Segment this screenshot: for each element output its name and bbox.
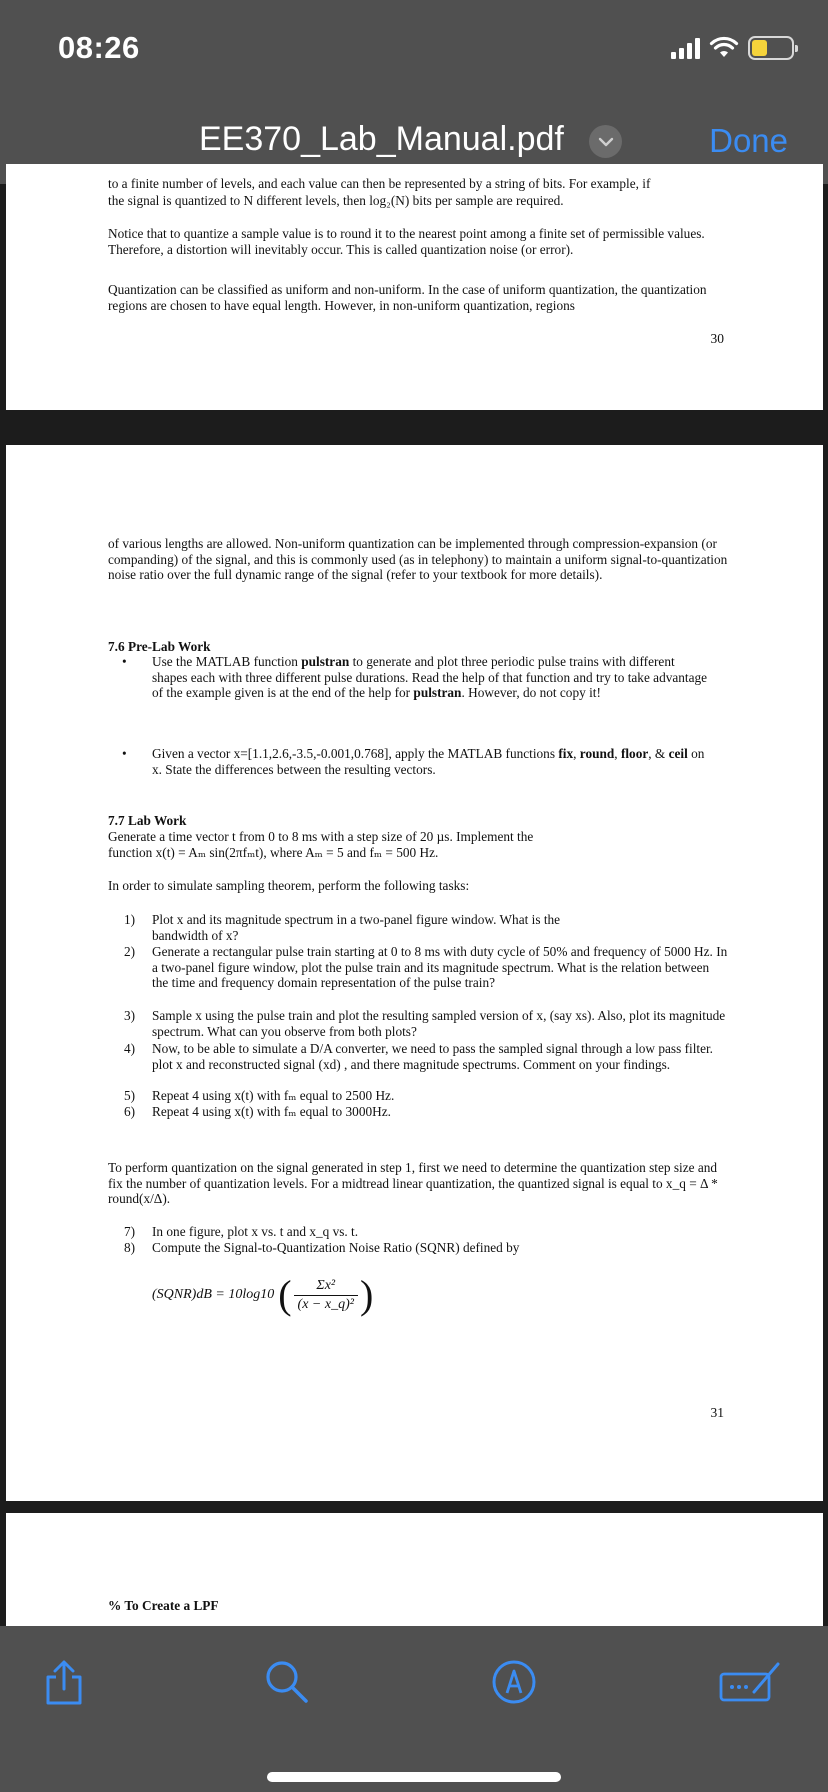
done-button[interactable]: Done <box>709 122 788 159</box>
page30-paragraph-2: Notice that to quantize a sample value is to round it to the nearest point among a finite set of permissible values. Therefore, a distortion will inevitably occur. This is called quantization noise (or error). <box>108 226 705 257</box>
status-icons <box>671 36 794 60</box>
search-icon <box>264 1659 310 1705</box>
prelab-bullet-2: Given a vector x=[1.1,2.6,-3.5,-0.001,0.768], apply the MATLAB functions fix, round, floor, & ceil on x. State the differences between the resulting vectors. <box>152 746 705 777</box>
task-text: Generate a rectangular pulse train starting at 0 to 8 ms with duty cycle of 50% and frequency of 5000 Hz. In a two-panel figure window, plot the pulse train and its magnitude spectrum. What is the relation between the time and frequency domain representation of the pulse train? <box>152 944 728 990</box>
task-number: 3) <box>124 1008 136 1023</box>
cellular-signal-icon <box>671 37 700 59</box>
task-text: Repeat 4 using x(t) with fₘ equal to 3000Hz. <box>152 1104 391 1119</box>
annotate-button[interactable] <box>718 1659 782 1710</box>
intro-paragraph: of various lengths are allowed. Non-uniform quantization can be implemented through compression-expansion (or companding) of the signal, and this is commonly used (as in telephony) to maintain a uniform signal-to-quantization noise ratio over the full dynamic range of the signal (refer to your textbook for more details). <box>108 536 728 582</box>
lab-line-2: function x(t) = Aₘ sin(2πfₘt), where Aₘ = 5 and fₘ = 500 Hz. <box>108 845 439 860</box>
task-number: 8) <box>124 1240 136 1255</box>
sqnr-fraction <box>294 1278 358 1312</box>
document-title[interactable]: EE370_Lab_Manual.pdf <box>199 120 564 158</box>
sqnr-lhs: (SQNR)dB = 10log10 <box>152 1287 275 1303</box>
task-text: Now, to be able to simulate a D/A converter, we need to pass the sampled signal through a low pass filter. plot x and reconstructed signal (xd) , and there magnitude spectrums. Comment on your findings. <box>152 1041 714 1072</box>
sqnr-equation: (SQNR)dB = 10log10 ( $\frac{\text{Σx²}}{\text{(x − x\_q)²}}$ ) <box>152 1272 374 1317</box>
bullet-2: • <box>122 746 127 761</box>
page30-paragraph-3: Quantization can be classified as uniform and non-uniform. In the case of uniform quantization, the quantization regions are chosen to have equal length. However, in non-uniform quantization, regions <box>108 282 707 313</box>
bullet-1: • <box>122 654 127 669</box>
annotate-icon <box>718 1659 782 1705</box>
prelab-heading: 7.6 Pre-Lab Work <box>108 639 211 654</box>
page30-line1: the signal is quantized to N different levels, then log₂(N) bits per sample are required. <box>108 193 564 208</box>
lab-line-3: In order to simulate sampling theorem, perform the following tasks: <box>108 878 470 893</box>
task-number: 5) <box>124 1088 136 1103</box>
task-number: 7) <box>124 1224 136 1239</box>
task-number: 2) <box>124 944 136 959</box>
wifi-icon <box>710 37 738 59</box>
task-text: Repeat 4 using x(t) with fₘ equal to 2500 Hz. <box>152 1088 395 1103</box>
bottom-toolbar <box>0 1626 828 1792</box>
task-text: Compute the Signal-to-Quantization Noise Ratio (SQNR) defined by <box>152 1240 520 1255</box>
task-number: 1) <box>124 912 136 927</box>
task-number: 6) <box>124 1104 136 1119</box>
share-icon <box>42 1659 86 1707</box>
markup-icon <box>491 1659 537 1705</box>
task-text: In one figure, plot x vs. t and x_q vs. t. <box>152 1224 359 1239</box>
task-number: 4) <box>124 1041 136 1056</box>
search-button[interactable] <box>264 1659 310 1710</box>
sqnr-denominator: (x − x_q)² <box>294 1295 358 1313</box>
pdf-page-30 <box>6 164 823 410</box>
pdf-viewer[interactable] <box>0 176 828 1626</box>
status-time: 08:26 <box>58 30 140 65</box>
pdf-page-31 <box>6 445 823 1501</box>
battery-icon <box>748 36 794 60</box>
quantization-paragraph: To perform quantization on the signal generated in step 1, first we need to determine the quantization step size and fix the number of quantization levels. For a midtread linear quantization, the quantized signal is equal to x_q = Δ * round(x/Δ). <box>108 1160 718 1206</box>
lpf-heading: % To Create a LPF <box>108 1598 219 1613</box>
lab-heading: 7.7 Lab Work <box>108 813 187 828</box>
page-number-31: 31 <box>710 1405 724 1420</box>
prelab-bullet-1: Use the MATLAB function pulstran to generate and plot three periodic pulse trains with different shapes each with three different pulse durations. Read the help of that function and try to take advantage of the example given is at the end of the help for pulstran. However, do not copy it! <box>152 654 708 700</box>
share-button[interactable] <box>42 1659 86 1712</box>
status-bar <box>0 0 828 100</box>
lab-line-1: Generate a time vector t from 0 to 8 ms with a step size of 20 µs. Implement the <box>108 829 534 844</box>
task-text: Sample x using the pulse train and plot the resulting sampled version of x, (say xs). Also, plot its magnitude spectrum. What can you observe from both plots? <box>152 1008 726 1039</box>
title-menu-button[interactable] <box>589 125 622 158</box>
page-number-30: 30 <box>710 331 724 346</box>
cut-text-line: to a finite number of levels, and each value can then be represented by a string of bits. For example, if <box>108 176 651 191</box>
sqnr-numerator: Σx² <box>316 1278 336 1293</box>
markup-button[interactable] <box>491 1659 537 1710</box>
home-indicator[interactable] <box>267 1772 561 1782</box>
chevron-down-icon <box>598 137 614 147</box>
task-text: Plot x and its magnitude spectrum in a two-panel figure window. What is the bandwidth of x? <box>152 912 561 943</box>
